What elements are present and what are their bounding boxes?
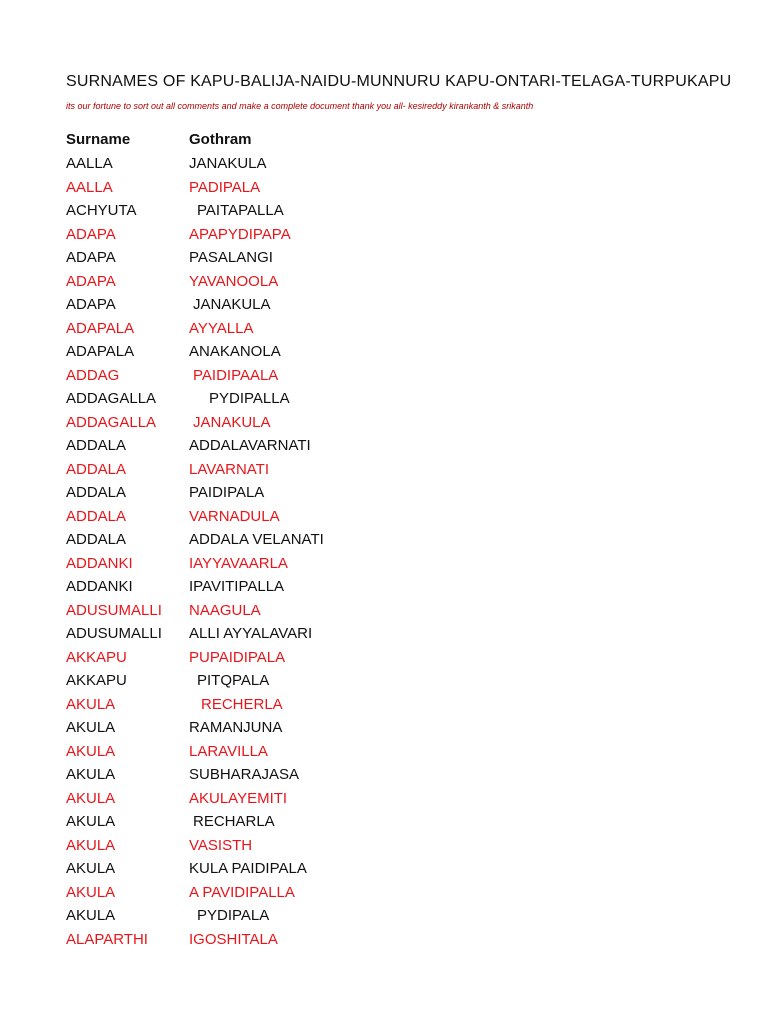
list-row — [0, 481, 768, 505]
list-row — [0, 270, 768, 294]
surname-cell: AKULA — [66, 836, 116, 854]
list-row — [0, 364, 768, 388]
list-row — [0, 810, 768, 834]
list-row — [0, 693, 768, 717]
gothram-cell: PYDIPALA — [197, 907, 270, 924]
gothram-cell: NAAGULA — [189, 601, 261, 619]
gothram-cell: PASALANGI — [189, 249, 273, 266]
surname-cell: AKULA — [66, 695, 116, 713]
list-row — [0, 740, 768, 764]
surname-cell: ADAPALA — [66, 343, 135, 360]
gothram-cell: PUPAIDIPALA — [189, 648, 286, 666]
gothram-cell: RAMANJUNA — [189, 719, 283, 736]
list-row — [0, 411, 768, 435]
list-row — [0, 622, 768, 646]
gothram-cell: YAVANOOLA — [189, 272, 279, 290]
surname-cell: ADAPA — [66, 225, 116, 243]
surname-cell: AALLA — [66, 155, 113, 172]
gothram-cell: VARNADULA — [189, 507, 280, 525]
gothram-cell: SUBHARAJASA — [189, 766, 300, 783]
surname-cell: AKULA — [66, 883, 116, 901]
list-row — [0, 787, 768, 811]
gothram-cell: ALLI AYYALAVARI — [189, 625, 313, 642]
surname-cell: ADAPA — [66, 249, 116, 266]
gothram-cell: ANAKANOLA — [189, 343, 281, 360]
gothram-cell: PYDIPALLA — [209, 390, 290, 407]
surname-cell: ADUSUMALLI — [66, 601, 162, 619]
list-row — [0, 340, 768, 364]
list-row — [0, 317, 768, 341]
list-row — [0, 199, 768, 223]
surname-cell: ADAPA — [66, 296, 116, 313]
surname-cell: AKULA — [66, 789, 116, 807]
surname-cell: ACHYUTA — [66, 202, 137, 219]
surname-cell: ADDALA — [66, 507, 127, 525]
surname-cell: AKULA — [66, 907, 116, 924]
surname-cell: ADDAGALLA — [66, 390, 157, 407]
gothram-cell: AYYALLA — [189, 319, 254, 337]
list-row — [0, 881, 768, 905]
surname-cell: ADDALA — [66, 484, 127, 501]
gothram-cell: PAIDIPAALA — [193, 366, 279, 384]
gothram-cell: PADIPALA — [189, 178, 261, 196]
gothram-cell: RECHARLA — [193, 813, 275, 830]
gothram-cell: JANAKULA — [193, 413, 271, 431]
surname-cell: ADDALA — [66, 437, 127, 454]
document-subtitle: its our fortune to sort out all comments and make a complete document thank you all- kesireddy kirankanth & srikanth — [66, 101, 534, 111]
surname-cell: AKULA — [66, 742, 116, 760]
list-row — [0, 434, 768, 458]
surname-cell: AKKAPU — [66, 648, 127, 666]
list-row — [0, 293, 768, 317]
gothram-cell: IAYYAVAARLA — [189, 554, 288, 572]
list-row — [0, 246, 768, 270]
surname-cell: ADDAGALLA — [66, 413, 157, 431]
gothram-cell: VASISTH — [189, 836, 253, 854]
surname-cell: AALLA — [66, 178, 113, 196]
surname-cell: ADDALA — [66, 531, 127, 548]
surname-cell: ADDANKI — [66, 578, 133, 595]
list-row — [0, 176, 768, 200]
surname-cell: ADDAG — [66, 366, 120, 384]
list-row — [0, 528, 768, 552]
gothram-cell: AKULAYEMITI — [189, 789, 288, 807]
gothram-cell: A PAVIDIPALLA — [189, 883, 295, 901]
document-title: SURNAMES OF KAPU-BALIJA-NAIDU-MUNNURU KAPU-ONTARI-TELAGA-TURPUKAPU — [66, 73, 732, 90]
surname-cell: AKULA — [66, 766, 116, 783]
list-row — [0, 387, 768, 411]
surname-cell: AKULA — [66, 813, 116, 830]
list-row — [0, 763, 768, 787]
gothram-cell: PITQPALA — [197, 672, 270, 689]
gothram-cell: RECHERLA — [201, 695, 283, 713]
gothram-cell: IGOSHITALA — [189, 930, 278, 948]
gothram-cell: APAPYDIPAPA — [189, 225, 291, 243]
surname-cell: ADDANKI — [66, 554, 133, 572]
surname-column-header: Surname — [66, 131, 131, 148]
list-row — [0, 857, 768, 881]
gothram-cell: PAIDIPALA — [189, 484, 265, 501]
list-row — [0, 223, 768, 247]
surname-cell: AKKAPU — [66, 672, 127, 689]
gothram-cell: ADDALA VELANATI — [189, 531, 324, 548]
list-row — [0, 646, 768, 670]
gothram-cell: KULA PAIDIPALA — [189, 860, 307, 877]
gothram-cell: LAVARNATI — [189, 460, 270, 478]
gothram-column-header: Gothram — [189, 131, 252, 148]
list-row — [0, 928, 768, 952]
list-row — [0, 904, 768, 928]
list-row — [0, 669, 768, 693]
surname-cell: ADUSUMALLI — [66, 625, 162, 642]
gothram-cell: PAITAPALLA — [197, 202, 284, 219]
gothram-cell: LARAVILLA — [189, 742, 268, 760]
surname-cell: ADAPA — [66, 272, 116, 290]
surname-cell: AKULA — [66, 719, 116, 736]
gothram-cell: ADDALAVARNATI — [189, 437, 311, 454]
list-row — [0, 575, 768, 599]
list-row — [0, 505, 768, 529]
gothram-cell: JANAKULA — [189, 155, 267, 172]
list-row — [0, 716, 768, 740]
list-row — [0, 599, 768, 623]
surname-list — [0, 152, 768, 951]
list-row — [0, 152, 768, 176]
gothram-cell: JANAKULA — [193, 296, 271, 313]
surname-cell: ADAPALA — [66, 319, 135, 337]
gothram-cell: IPAVITIPALLA — [189, 578, 285, 595]
surname-cell: AKULA — [66, 860, 116, 877]
list-row — [0, 458, 768, 482]
surname-cell: ALAPARTHI — [66, 930, 148, 948]
list-row — [0, 834, 768, 858]
list-row — [0, 552, 768, 576]
surname-cell: ADDALA — [66, 460, 127, 478]
